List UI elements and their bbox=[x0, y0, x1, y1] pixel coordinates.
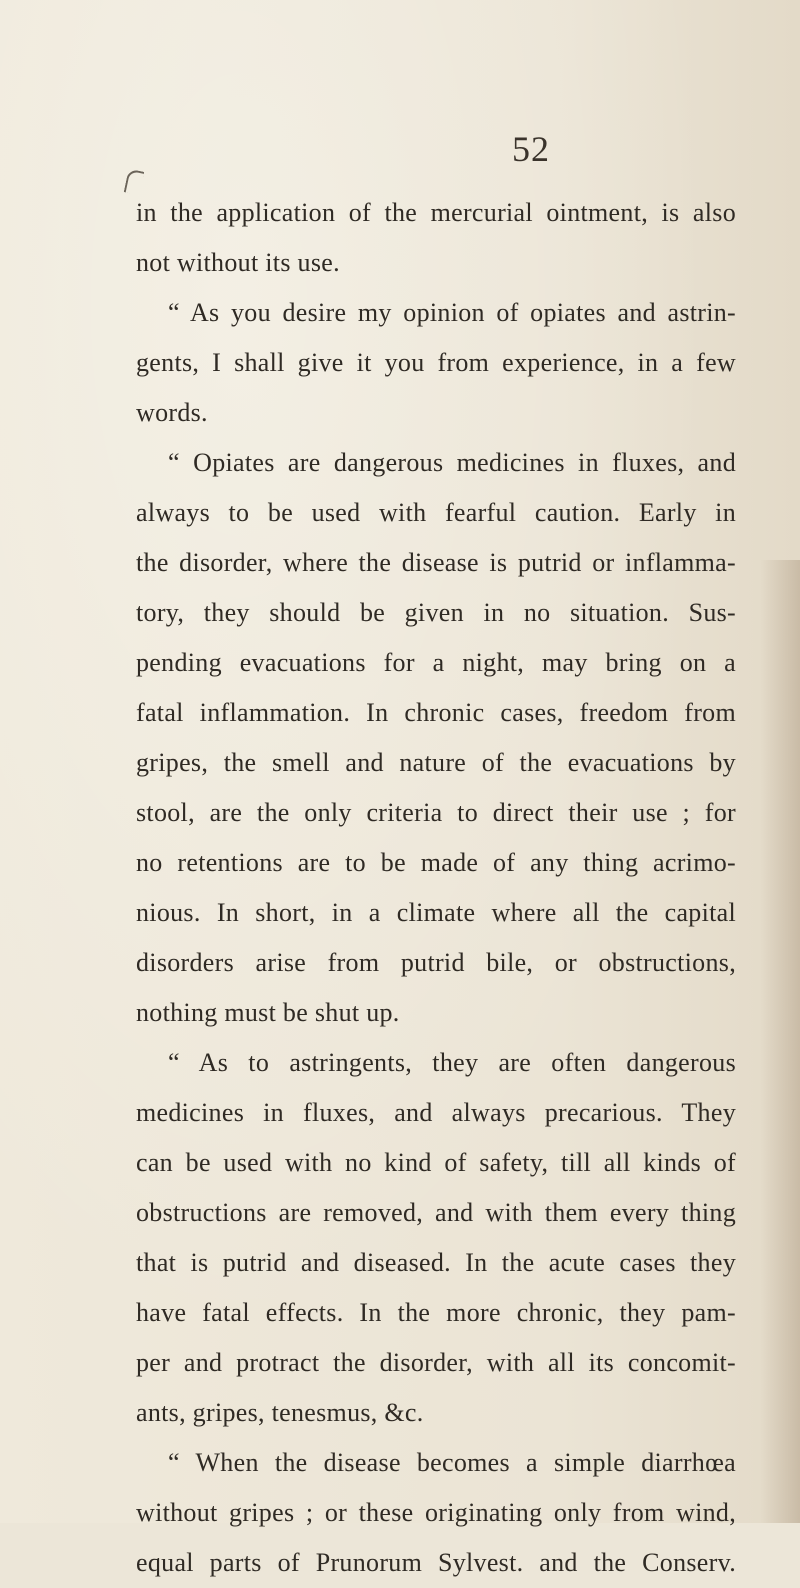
text-line: “ As to astringents, they are often dangerous bbox=[168, 1048, 736, 1077]
text-line: words. bbox=[136, 398, 208, 427]
text-line: per and protract the disorder, with all its concomit- bbox=[136, 1348, 736, 1377]
page-edge-shadow bbox=[760, 560, 800, 1523]
text-line: “ When the disease becomes a simple diarrhœa bbox=[168, 1448, 736, 1477]
text-line: without gripes ; or these originating only from wind, bbox=[136, 1498, 736, 1527]
text-line: no retentions are to be made of any thing acrimo- bbox=[136, 848, 736, 877]
text-line: in the application of the mercurial ointment, is also bbox=[136, 198, 736, 227]
text-line: equal parts of Prunorum Sylvest. and the Conserv. bbox=[136, 1548, 736, 1577]
text-line: tory, they should be given in no situation. Sus- bbox=[136, 598, 736, 627]
text-line: stool, are the only criteria to direct their use ; for bbox=[136, 798, 736, 827]
text-line: “ Opiates are dangerous medicines in fluxes, and bbox=[168, 448, 736, 477]
text-line: disorders arise from putrid bile, or obstructions, bbox=[136, 948, 736, 977]
text-line: gripes, the smell and nature of the evacuations by bbox=[136, 748, 736, 777]
text-line: “ As you desire my opinion of opiates and astrin- bbox=[168, 298, 736, 327]
text-line: the disorder, where the disease is putrid or inflamma- bbox=[136, 548, 736, 577]
page-number: 52 bbox=[512, 129, 550, 169]
text-line: nothing must be shut up. bbox=[136, 998, 400, 1027]
text-line: nious. In short, in a climate where all the capital bbox=[136, 898, 736, 927]
text-line: not without its use. bbox=[136, 248, 340, 277]
text-line: medicines in fluxes, and always precarious. They bbox=[136, 1098, 736, 1127]
text-line: gents, I shall give it you from experience, in a few bbox=[136, 348, 736, 377]
text-line: have fatal effects. In the more chronic, they pam- bbox=[136, 1298, 736, 1327]
text-line: can be used with no kind of safety, till all kinds of bbox=[136, 1148, 736, 1177]
text-line: ants, gripes, tenesmus, &c. bbox=[136, 1398, 424, 1427]
body-text bbox=[136, 188, 736, 1588]
text-line: pending evacuations for a night, may bring on a bbox=[136, 648, 736, 677]
text-line: always to be used with fearful caution. Early in bbox=[136, 498, 736, 527]
text-line: that is putrid and diseased. In the acute cases they bbox=[136, 1248, 736, 1277]
text-line: obstructions are removed, and with them every thing bbox=[136, 1198, 736, 1227]
text-line: fatal inflammation. In chronic cases, freedom from bbox=[136, 698, 736, 727]
